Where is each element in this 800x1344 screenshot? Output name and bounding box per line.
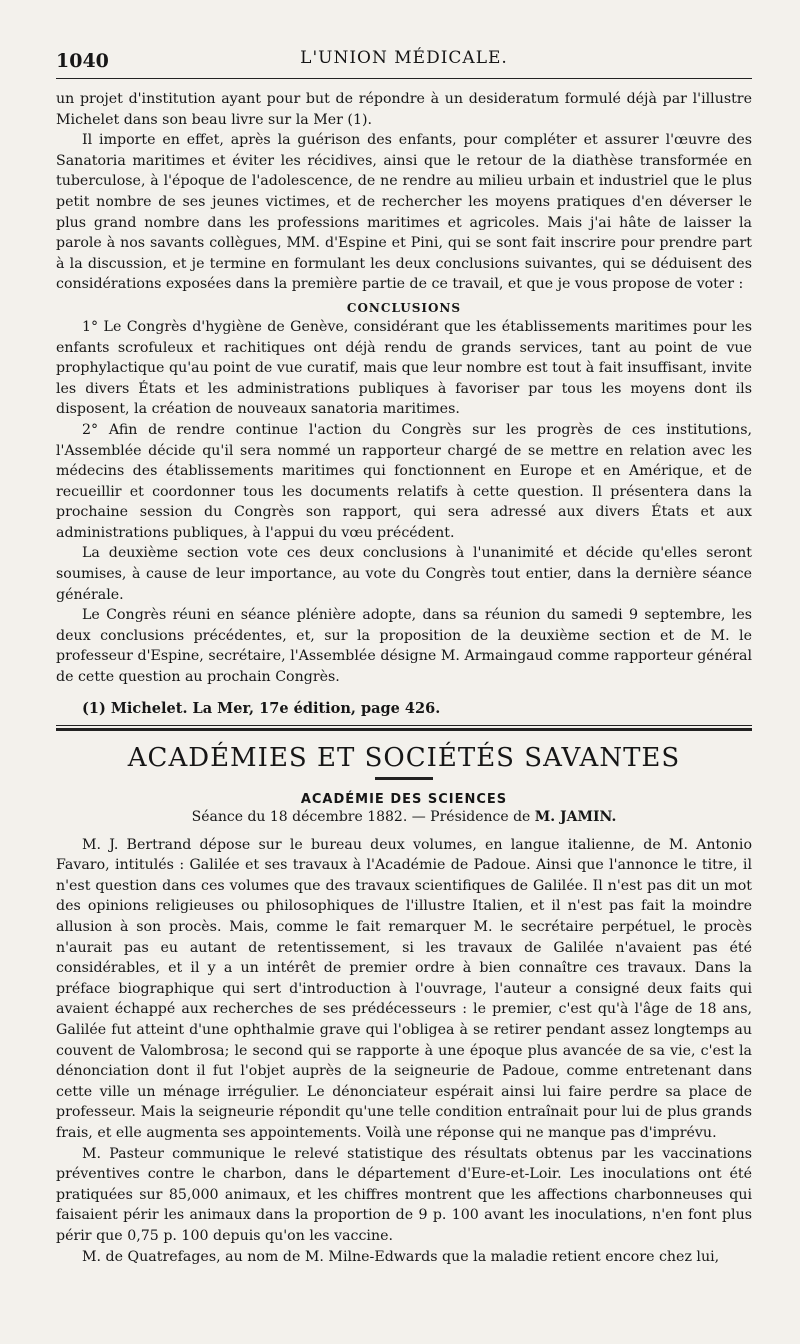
- conclusion-paragraph: 2° Afin de rendre continue l'action du Congrès sur les progrès de ces institutions, l'Assemblée décide qu'il sera nommé un rapporteur chargé de se mettre en relation avec les médecins des établissements maritimes qui fonctionnent en Europe et en Amérique, et de recueillir et coordonner tous les documents relatifs à cette question. Il présentera dans la prochaine session du Congrès son rapport, qui sera adressé aux divers États et aux administrations publiques, à l'appui du vœu précédent.: [56, 421, 752, 541]
- conclusion-paragraph: 1° Le Congrès d'hygiène de Genève, considérant que les établissements maritimes pour les enfants scrofuleux et rachitiques ont déjà rendu de grands services, tant au point de vue prophylactique qu'au point de vue curatif, mais que leur nombre est tout à fait insuffisant, invite les divers États et les administrations publiques à favoriser par tous les moyens dont ils disposent, la création de nouveaux sanatoria maritimes.: [56, 318, 752, 418]
- body-paragraph: La deuxième section vote ces deux conclusions à l'unanimité et décide qu'elles seront soumises, à cause de leur importance, au vote du Congrès tout entier, dans la dernière séance générale.: [56, 545, 752, 603]
- academy-paragraph: M. Pasteur communique le relevé statistique des résultats obtenus par les vaccinations préventives contre le charbon, dans le département d'Eure-et-Loir. Les inoculations ont été pratiquées sur 85,000 animaux, et les chiffres montrent que les affections charbonneuses qui faisaient périr les animaux dans la proportion de 9 p. 100 avant les inoculations, n'en font plus périr que 0,75 p. 100 depuis qu'on les vaccine.: [56, 1145, 752, 1244]
- section-divider: [56, 725, 752, 731]
- academy-paragraph: M. de Quatrefages, au nom de M. Milne-Edwards que la maladie retient encore chez lui,: [82, 1248, 720, 1265]
- page-number: 1040: [56, 50, 109, 72]
- academy-paragraph: M. J. Bertrand dépose sur le bureau deux volumes, en langue italienne, de M. Antonio Favaro, intitulés : Galilée et ses travaux à l'Académie de Padoue. Ainsi que l'annonce le titre, il n'est question dans ces volumes que des travaux scientifiques de Galilée. Il n'est pas dit un mot des opinions religieuses ou philosophiques de l'illustre Italien, et il n'est pas fait la moindre allusion à son procès. Mais, comme le fait remarquer M. le secrétaire perpétuel, le procès n'aurait pas eu autant de retentissement, si les travaux de Galilée n'avaient pas été considérables, et il y a un intérêt de premier ordre à bien connaître ces travaux. Dans la préface biographique qui sert d'introduction à l'ouvrage, l'auteur a consigné deux faits qui avaient échappé aux recherches de ses prédécesseurs : le premier, c'est qu'à l'âge de 18 ans, Galilée fut atteint d'une ophthalmie grave qui l'obligea à se retirer pendant assez longtemps au couvent de Valombrosa; le second qui se rapporte à une époque plus avancée de sa vie, c'est la dénonciation dont il fut l'objet auprès de la seigneurie de Padoue, comme entretenant dans cette ville un ménage irrégulier. Le dénonciateur espérait ainsi lui faire perdre sa place de professeur. Mais la seigneurie répondit qu'une telle condition entraînait pour lui de plus grands frais, et elle augmenta ses appointements. Voilà une réponse qui ne manque pas d'imprévu.: [56, 836, 752, 1141]
- body-paragraph: Le Congrès réuni en séance plénière adopte, dans sa réunion du samedi 9 septembre, les deux conclusions précédentes, et, sur la proposition de la deuxième section et de M. le professeur d'Espine, secrétaire, l'Assemblée désigne M. Armaingaud comme rapporteur général de cette question au prochain Congrès.: [56, 607, 752, 686]
- conclusions-heading: CONCLUSIONS: [346, 300, 462, 315]
- section-title: ACADÉMIES ET SOCIÉTÉS SAVANTES: [127, 742, 681, 773]
- body-paragraph: Il importe en effet, après la guérison des enfants, pour compléter et assurer l'œuvre des Sanatoria maritimes et éviter les récidives, ainsi que le retour de la diathèse transformée en tuberculose, à l'époque de l'adolescence, de ne rendre au milieu urbain et industriel que le plus petit nombre de ses jeunes victimes, et de rechercher les moyens pratiques d'en déverser le plus grand nombre dans les professions maritimes et agricoles. Mais j'ai hâte de laisser la parole à nos savants collègues, MM. d'Espine et Pini, qui se sont fait inscrire pour prendre part à la discussion, et je termine en formulant les deux conclusions suivantes, qui se déduisent des considérations exposées dans la première partie de ce travail, et que je vous propose de voter :: [56, 132, 752, 293]
- session-president: M. JAMIN.: [534, 808, 617, 825]
- footnote: (1) Michelet. La Mer, 17e édition, page 426.: [82, 699, 441, 717]
- journal-title: L'UNION MÉDICALE.: [300, 48, 508, 68]
- title-rule: [375, 777, 433, 780]
- running-header: [56, 46, 752, 79]
- session-line: [56, 809, 752, 825]
- session-date: Séance du 18 décembre 1882. — Présidence de: [191, 808, 535, 825]
- body-paragraph: un projet d'institution ayant pour but de répondre à un desideratum formulé déjà par l'illustre Michelet dans son beau livre sur la Mer (1).: [56, 91, 752, 128]
- section-subtitle: ACADÉMIE DES SCIENCES: [300, 791, 508, 807]
